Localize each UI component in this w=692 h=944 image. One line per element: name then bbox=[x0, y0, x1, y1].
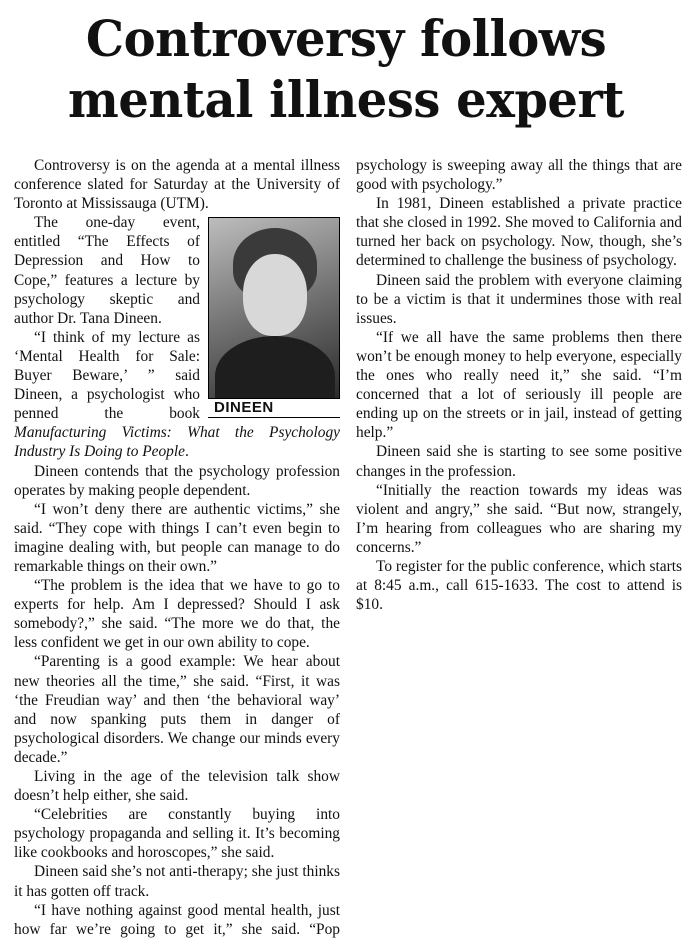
photo-caption: DINEEN bbox=[208, 399, 340, 418]
paragraph: “Celebrities are constantly buying into psychology propaganda and selling it. It’s becoming like cookbooks and horoscopes,” she said. bbox=[14, 806, 340, 862]
book-title: Manufacturing Victims: What the Psychology Industry Is Doing to People bbox=[14, 424, 340, 461]
headline: Controversy follows mental illness expert bbox=[68, 9, 624, 129]
paragraph: Dineen said she is starting to see some positive changes in the profession. bbox=[356, 443, 682, 480]
punctuation: . bbox=[184, 443, 189, 461]
paragraph: “Parenting is a good example: We hear about new theories all the time,” she said. “First, it was ‘the Freudian way’ and then ‘the behavioral way’ and now spanking puts them in danger of psychological disorders. We change our minds every decade.” bbox=[14, 653, 340, 766]
paragraph: Controversy is on the agenda at a mental illness conference slated for Saturday at the University of Toronto at Mississauga (UTM). bbox=[14, 157, 340, 213]
paragraph: “I won’t deny there are authentic victims,” she said. “They cope with things I can’t even begin to imagine dealing with, but people can manage to do remarkable things on their own.” bbox=[14, 500, 340, 575]
paragraph: “I have nothing against good mental health, just how far we’re going to get it,” she said. “Pop psychology is sweeping away all the things that are good with psychology.” bbox=[14, 157, 682, 938]
paragraph: Living in the age of the television talk show doesn’t help either, she said. bbox=[14, 768, 340, 805]
paragraph: “The problem is the idea that we have to go to experts for help. Am I depressed? Should I ask somebody?,” she said. “The more we do that, the less confident we get in our own ability to cope. bbox=[14, 577, 340, 652]
paragraph-text: “I think of my lecture as ‘Mental Health for Sale: Buyer Beware,’ ” said Dineen, a psychologist who penned the book bbox=[14, 328, 200, 423]
paragraph: “Initially the reaction towards my ideas was violent and angry,” she said. “But now, strangely, I’m hearing from colleagues who are sharing my concerns.” bbox=[356, 481, 682, 556]
article-body bbox=[14, 156, 682, 940]
paragraph: In 1981, Dineen established a private practice that she closed in 1992. She moved to California and turned her back on psychology. Now, though, she’s determined to challenge the business of psychology. bbox=[356, 195, 682, 270]
paragraph: Dineen contends that the psychology profession operates by making people dependent. bbox=[14, 462, 340, 499]
paragraph: “If we all have the same problems then there won’t be enough money to help everyone, especially the ones who really need it,” she said. “I’m concerned that a lot of seriously ill people are ending up on the streets or in jail, instead of getting help.” bbox=[356, 328, 682, 442]
paragraph: Dineen said she’s not anti-therapy; she just thinks it has gotten off track. bbox=[14, 863, 340, 900]
paragraph: To register for the public conference, which starts at 8:45 a.m., call 615-1633. The cost to attend is $10. bbox=[356, 557, 682, 614]
portrait-photo bbox=[208, 217, 340, 399]
paragraph: The one-day event, entitled “The Effects of Depression and How to Cope,” features a lecture by psychology skeptic and author Dr. Tana Dineen. bbox=[14, 214, 200, 327]
paragraph: Dineen said the problem with everyone claiming to be a victim is that it undermines those with real issues. bbox=[356, 271, 682, 327]
photo-figure bbox=[208, 217, 340, 418]
